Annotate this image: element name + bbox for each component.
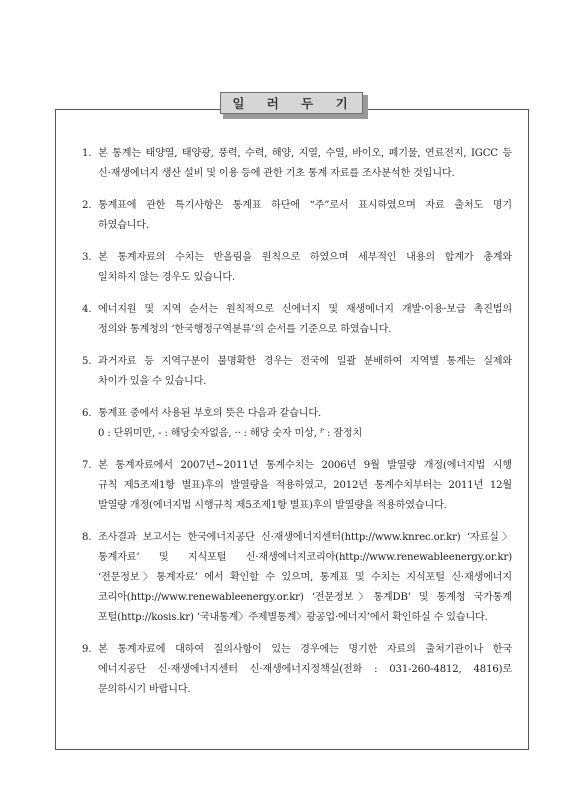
note-number: 3. bbox=[82, 252, 92, 263]
note-line: 신·재생에너지 생산 설비 및 이용 등에 관한 기초 통계 자료를 조사분석한 것입니다. bbox=[98, 168, 455, 179]
note-line: 발열량 개정(에너지법 시행규칙 제5조제1항 별표)후의 발열량을 적용하였습니다. bbox=[98, 500, 447, 511]
note-number: 8. bbox=[82, 532, 92, 543]
list-item bbox=[82, 640, 512, 700]
note-text bbox=[98, 640, 512, 700]
list-item bbox=[82, 196, 512, 236]
note-line: 규칙 제5조제1항 별표)후의 발열량을 적용하였고, 2012년 통계수치부터는 2011년 12월 bbox=[98, 480, 512, 491]
note-line: 본 통계자료에서 2007년~2011년 통계수치는 2006년 9월 발열량 개정(에너지법 시행 bbox=[98, 460, 512, 471]
list-item bbox=[82, 404, 512, 444]
note-line: 일치하지 않는 경우도 있습니다. bbox=[98, 272, 236, 283]
note-line: 본 통계는 태양열, 태양광, 풍력, 수력, 해양, 지열, 수열, 바이오, 폐기물, 연료전지, IGCC 등 bbox=[98, 148, 512, 159]
note-number: 1. bbox=[82, 148, 92, 159]
note-line: 포털(http://kosis.kr) ‘국내통계〉주제별통계〉광공업·에너지’에서 확인하실 수 있습니다. bbox=[98, 612, 488, 623]
note-text bbox=[98, 300, 512, 340]
list-item bbox=[82, 528, 512, 628]
note-number: 5. bbox=[82, 356, 92, 367]
note-line: 코리아(http://www.renewableenergy.or.kr) ‘전문정보〉통계DB’ 및 통계청 국가통계 bbox=[98, 592, 512, 603]
note-text bbox=[98, 144, 512, 184]
note-line: 차이가 있을 수 있습니다. bbox=[98, 376, 207, 387]
note-line: 과거자료 등 지역구분이 불명확한 경우는 전국에 일괄 분배하여 지역별 통계는 실제와 bbox=[98, 356, 512, 367]
list-item bbox=[82, 144, 512, 184]
list-item bbox=[82, 352, 512, 392]
note-text bbox=[98, 528, 512, 628]
note-line: 에너지원 및 지역 순서는 원칙적으로 신에너지 및 재생에너지 개발·이용·보급 촉진법의 bbox=[98, 304, 512, 315]
page-title: 일 러 두 기 bbox=[220, 92, 363, 114]
list-item bbox=[82, 248, 512, 288]
list-item bbox=[82, 456, 512, 516]
note-number: 7. bbox=[82, 460, 92, 471]
note-line: 본 통계자료에 대하여 질의사항이 있는 경우에는 명기한 자료의 출처기관이나 한국 bbox=[98, 644, 512, 655]
note-text bbox=[98, 248, 512, 288]
note-number: 2. bbox=[82, 200, 92, 211]
note-number: 9. bbox=[82, 644, 92, 655]
note-number: 4. bbox=[82, 304, 92, 315]
note-line: 본 통계자료의 수치는 반올림을 원칙으로 하였으며 세부적인 내용의 합계가 총계와 bbox=[98, 252, 512, 263]
notes-list bbox=[82, 144, 512, 712]
note-text bbox=[98, 404, 512, 444]
note-line: ‘전문정보〉통계자료’ 에서 확인할 수 있으며, 통계표 및 수치는 지식포털 신·재생에너지 bbox=[98, 572, 512, 583]
note-line: 에너지공단 신·재생에너지센터 신·재생에너지정책실(전화 : 031-260-4812, 4816)로 bbox=[98, 664, 512, 675]
list-item bbox=[82, 300, 512, 340]
note-line: 통계표 중에서 사용된 부호의 뜻은 다음과 같습니다. bbox=[98, 408, 322, 419]
note-text bbox=[98, 196, 512, 236]
note-line: 통계자료’ 및 지식포털 신·재생에너지코리아(http://www.renewableenergy.or.kr) bbox=[98, 552, 512, 563]
title-banner bbox=[220, 92, 365, 116]
note-line: 하였습니다. bbox=[98, 220, 150, 231]
note-line: 조사결과 보고서는 한국에너지공단 신·재생에너지센터(http://www.knrec.or.kr) ‘자료실〉 bbox=[98, 532, 512, 543]
note-line: 정의와 통계청의 ‘한국행정구역분류’의 순서를 기준으로 하였습니다. bbox=[98, 324, 392, 335]
note-text bbox=[98, 456, 512, 516]
note-line: 0 : 단위미만, - : 해당숫자없음, ·· : 해당 숫자 미상, ᴾ : 잠정치 bbox=[98, 428, 363, 439]
note-text bbox=[98, 352, 512, 392]
note-number: 6. bbox=[82, 408, 92, 419]
note-line: 문의하시기 바랍니다. bbox=[98, 684, 191, 695]
note-line: 통계표에 관한 특기사항은 통계표 하단에 “주”로서 표시하였으며 자료 출처도 명기 bbox=[98, 200, 512, 211]
